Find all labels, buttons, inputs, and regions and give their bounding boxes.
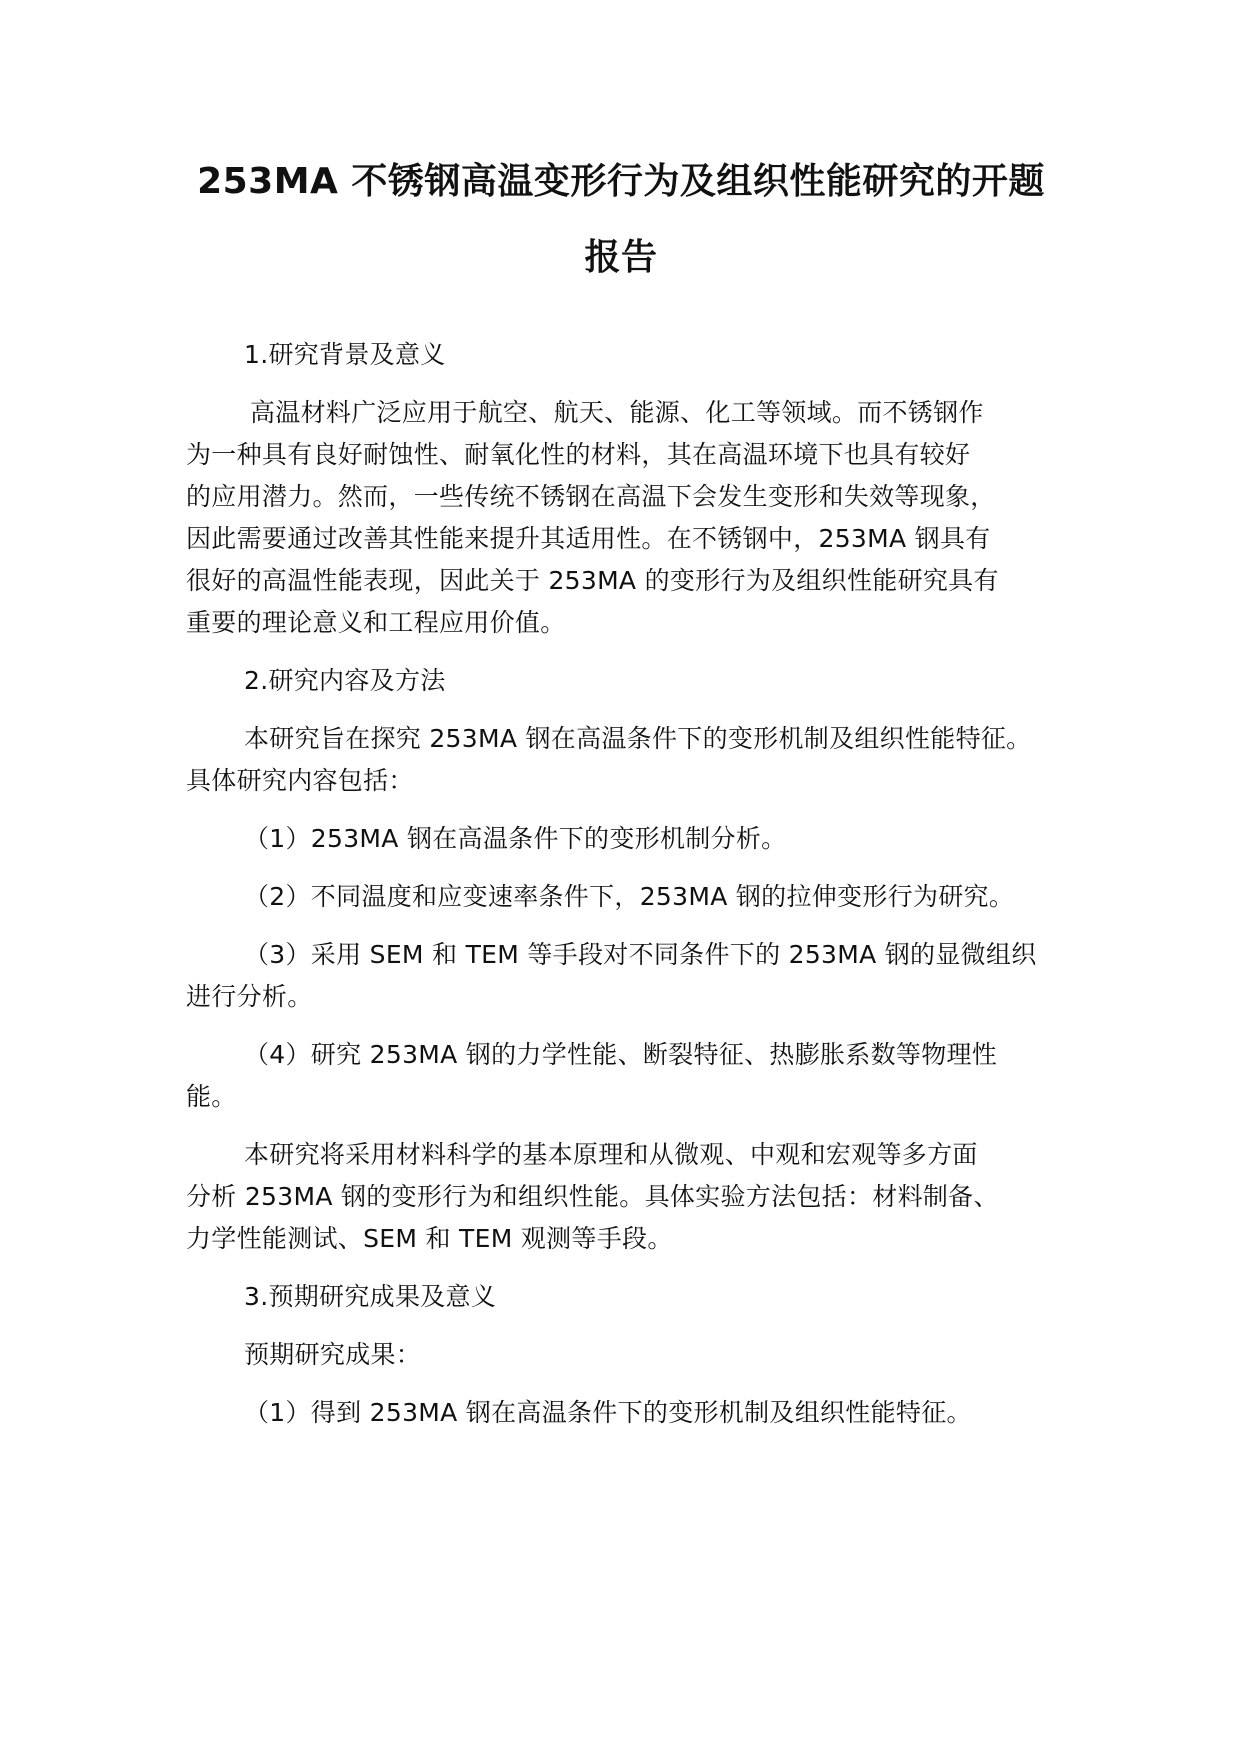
list-item: （2）不同温度和应变速率条件下，253MA 钢的拉伸变形行为研究。 xyxy=(244,882,1015,911)
list-item: （1）253MA 钢在高温条件下的变形机制分析。 xyxy=(244,824,787,853)
paragraph-line: 分析 253MA 钢的变形行为和组织性能。具体实验方法包括：材料制备、 xyxy=(186,1182,999,1211)
paragraph-line: 重要的理论意义和工程应用价值。 xyxy=(186,608,566,637)
paragraph-line: 预期研究成果： xyxy=(244,1340,422,1369)
list-item-continuation: 进行分析。 xyxy=(186,982,313,1011)
document-title-line-2: 报告 xyxy=(584,237,658,278)
paragraph-line: 本研究旨在探究 253MA 钢在高温条件下的变形机制及组织性能特征。 xyxy=(244,724,1032,753)
list-item: （3）采用 SEM 和 TEM 等手段对不同条件下的 253MA 钢的显微组织 xyxy=(244,940,1037,969)
paragraph-line: 本研究将采用材料科学的基本原理和从微观、中观和宏观等多方面 xyxy=(244,1140,978,1169)
section-heading-background: 1.研究背景及意义 xyxy=(244,340,446,369)
list-item: （1）得到 253MA 钢在高温条件下的变形机制及组织性能特征。 xyxy=(244,1398,972,1427)
document-title-line-1: 253MA 不锈钢高温变形行为及组织性能研究的开题 xyxy=(197,161,1045,202)
list-item-continuation: 能。 xyxy=(186,1082,237,1111)
section-heading-expected: 3.预期研究成果及意义 xyxy=(244,1282,497,1311)
paragraph-line: 的应用潜力。然而，一些传统不锈钢在高温下会发生变形和失效等现象， xyxy=(186,482,996,511)
paragraph-line: 为一种具有良好耐蚀性、耐氧化性的材料，其在高温环境下也具有较好 xyxy=(186,440,971,469)
paragraph-line: 高温材料广泛应用于航空、航天、能源、化工等领域。而不锈钢作 xyxy=(250,398,984,427)
paragraph-line: 力学性能测试、SEM 和 TEM 观测等手段。 xyxy=(186,1224,673,1253)
paragraph-line: 具体研究内容包括： xyxy=(186,766,414,795)
section-heading-content: 2.研究内容及方法 xyxy=(244,666,446,695)
list-item: （4）研究 253MA 钢的力学性能、断裂特征、热膨胀系数等物理性 xyxy=(244,1040,998,1069)
paragraph-line: 很好的高温性能表现，因此关于 253MA 的变形行为及组织性能研究具有 xyxy=(186,566,999,595)
paragraph-line: 因此需要通过改善其性能来提升其适用性。在不锈钢中，253MA 钢具有 xyxy=(186,524,991,553)
